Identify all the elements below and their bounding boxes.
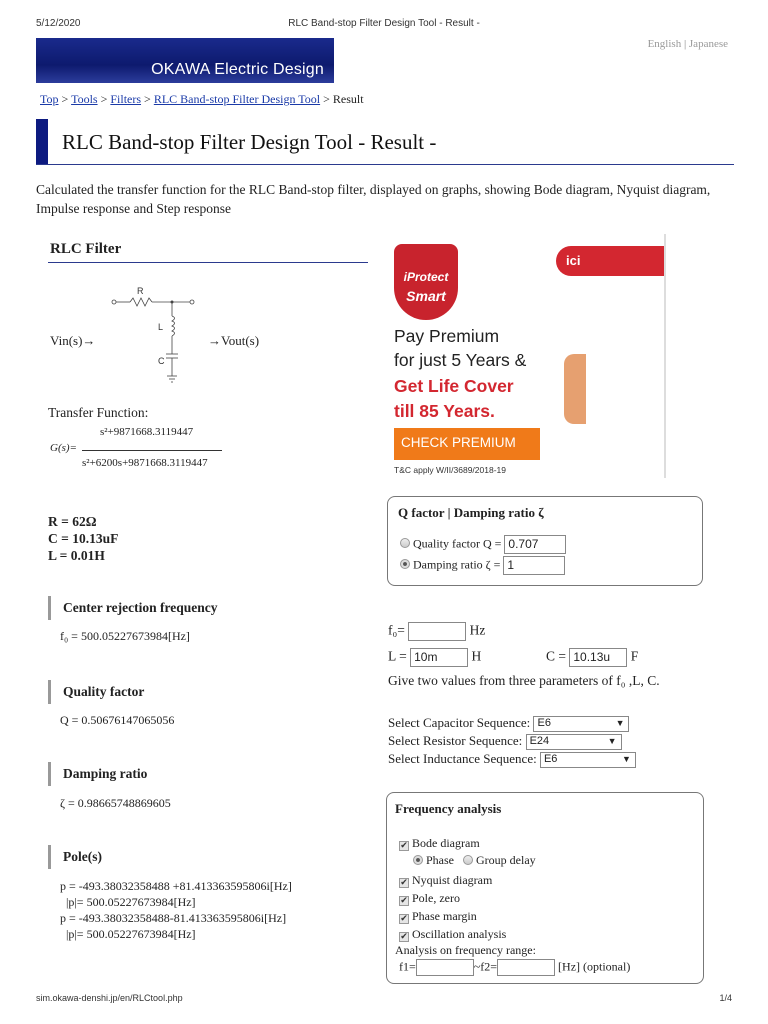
circuit-r-label: R	[137, 286, 144, 296]
phase-label: Phase	[426, 853, 454, 867]
title-accent	[36, 119, 48, 165]
transfer-function-denominator: s²+6200s+9871668.3119447	[82, 457, 208, 469]
transfer-function-numerator: s²+9871668.3119447	[100, 426, 194, 438]
chevron-down-icon: ▼	[607, 736, 617, 747]
oscillation-row	[399, 927, 506, 942]
circuit-l-label: L	[158, 322, 164, 332]
frequency-analysis-panel	[386, 792, 704, 984]
bode-row	[399, 836, 480, 851]
pole-1: p = -493.38032358488 +81.413363595806i[Hz]	[60, 879, 292, 893]
ad-terms: T&C apply W/II/3689/2018-19	[394, 465, 506, 475]
logo-text: OKAWA Electric Design	[151, 61, 324, 78]
footer-page: 1/4	[719, 993, 732, 1003]
quality-factor-value: Q = 0.50676147065056	[60, 713, 175, 727]
pole-zero-row	[399, 891, 460, 906]
group-delay-label: Group delay	[476, 853, 536, 867]
value-l: L = 0.01H	[48, 548, 105, 563]
rlc-section-divider	[48, 262, 368, 263]
breadcrumb-sep: >	[323, 92, 330, 106]
nyquist-row	[399, 873, 492, 888]
language-switch	[648, 38, 728, 50]
breadcrumb-sep: >	[144, 92, 151, 106]
quality-factor-heading: Quality factor	[48, 680, 144, 704]
intro-text: Calculated the transfer function for the RLC Band-stop filter, displayed on graphs, showing Bode diagram, Nyquist diagram, Impulse response and Step response	[36, 182, 711, 216]
q-factor-panel	[387, 496, 703, 586]
phase-radio[interactable]	[413, 855, 423, 865]
pole-zero-label: Pole, zero	[412, 891, 460, 905]
damping-ratio-input[interactable]: 1	[503, 556, 565, 575]
capacitor-sequence-select[interactable]	[533, 716, 629, 732]
l-row	[388, 648, 481, 667]
print-date: 5/12/2020	[36, 18, 81, 29]
frequency-panel-title: Frequency analysis	[395, 801, 502, 816]
damping-ratio-heading: Damping ratio	[48, 762, 147, 786]
title-divider	[36, 164, 734, 165]
c-input[interactable]: 10.13u	[569, 648, 627, 667]
lang-japanese-link[interactable]: Japanese	[688, 38, 728, 50]
lang-english-link[interactable]: English	[647, 38, 682, 50]
inductance-sequence-row	[388, 751, 636, 768]
phase-margin-checkbox[interactable]: ✔	[400, 914, 408, 924]
pole-2: p = -493.38032358488-81.413363595806i[Hz]	[60, 911, 287, 925]
ad-hand-icon	[564, 354, 586, 424]
transfer-function-g: G(s)=	[50, 442, 77, 454]
pole-1-magnitude: |p|= 500.05227673984[Hz]	[66, 895, 196, 909]
ad-badge-top: iProtect	[403, 270, 449, 284]
quality-factor-label: Quality factor Q =	[413, 536, 502, 551]
inductance-sequence-value: E6	[543, 753, 558, 766]
lang-separator: |	[683, 38, 687, 50]
f0-input[interactable]	[408, 622, 466, 641]
phase-margin-row	[399, 909, 477, 924]
ad-line-2: for just 5 Years &	[394, 350, 527, 370]
inductance-sequence-label: Select Inductance Sequence:	[388, 751, 537, 766]
resistor-sequence-select[interactable]	[526, 734, 622, 750]
footer-url: sim.okawa-denshi.jp/en/RLCtool.php	[36, 993, 183, 1003]
f0-row	[388, 622, 485, 641]
bode-label: Bode diagram	[412, 836, 480, 850]
breadcrumb-current: Result	[332, 92, 364, 106]
capacitor-sequence-row	[388, 715, 629, 732]
phase-row	[413, 853, 536, 868]
range-label: Analysis on frequency range:	[395, 943, 536, 957]
nyquist-checkbox[interactable]: ✔	[400, 878, 408, 888]
breadcrumb-sep: >	[100, 92, 108, 106]
f0-unit: Hz	[469, 622, 486, 638]
pole-zero-checkbox[interactable]: ✔	[400, 896, 408, 906]
pole-2-magnitude: |p|= 500.05227673984[Hz]	[66, 927, 196, 941]
quality-factor-row	[400, 535, 566, 554]
ad-line-4: till 85 Years.	[394, 401, 495, 421]
group-delay-radio[interactable]	[463, 855, 473, 865]
c-unit: F	[630, 648, 639, 664]
oscillation-label: Oscillation analysis	[412, 927, 507, 941]
resistor-sequence-row	[388, 733, 622, 750]
print-title: RLC Band-stop Filter Design Tool - Result -	[288, 18, 480, 29]
phase-margin-label: Phase margin	[412, 909, 477, 923]
c-row	[546, 648, 638, 667]
breadcrumb	[40, 92, 364, 107]
damping-ratio-radio[interactable]	[400, 559, 410, 569]
center-frequency-value: f₀ = 500.05227673984[Hz]	[60, 629, 190, 643]
value-r: R = 62Ω	[48, 514, 97, 529]
advertisement[interactable]	[386, 234, 666, 478]
breadcrumb-tools[interactable]: Tools	[71, 92, 98, 106]
q-panel-title: Q factor | Damping ratio ζ	[398, 505, 544, 520]
ad-line-3: Get Life Cover	[394, 376, 514, 396]
damping-ratio-label: Damping ratio ζ =	[413, 557, 501, 572]
params-hint: Give two values from three parameters of f₀ ,L, C.	[388, 673, 660, 688]
inductance-sequence-select[interactable]	[540, 752, 636, 768]
bode-checkbox[interactable]: ✔	[400, 841, 408, 851]
breadcrumb-tool[interactable]: RLC Band-stop Filter Design Tool	[153, 92, 321, 106]
f2-input[interactable]	[497, 959, 555, 976]
breadcrumb-top[interactable]: Top	[40, 92, 59, 106]
c-label: C =	[546, 648, 566, 664]
ad-edge	[664, 234, 666, 478]
value-c: C = 10.13uF	[48, 531, 119, 546]
ad-line-1: Pay Premium	[394, 326, 500, 346]
center-frequency-heading: Center rejection frequency	[48, 596, 217, 620]
transfer-function-label: Transfer Function:	[48, 405, 149, 420]
breadcrumb-sep: >	[61, 92, 69, 106]
page-title: RLC Band-stop Filter Design Tool - Result -	[62, 130, 437, 154]
damping-ratio-value: ζ = 0.98665748869605	[60, 796, 171, 810]
quality-factor-input[interactable]: 0.707	[504, 535, 566, 554]
f2-label: ~f2=	[473, 959, 498, 974]
ad-brand: ici	[556, 246, 666, 276]
breadcrumb-filters[interactable]: Filters	[110, 92, 142, 106]
chevron-down-icon: ▼	[615, 718, 625, 729]
ad-shield-icon	[394, 244, 458, 320]
range-unit: [Hz] (optional)	[558, 959, 631, 974]
l-input[interactable]: 10m	[410, 648, 468, 667]
circuit-vin-label: Vin(s)→	[50, 333, 96, 348]
fraction-line	[82, 450, 222, 451]
l-label: L =	[388, 648, 407, 664]
quality-factor-radio[interactable]	[400, 538, 410, 548]
nyquist-label: Nyquist diagram	[412, 873, 493, 887]
chevron-down-icon: ▼	[622, 754, 631, 765]
site-logo[interactable]	[36, 38, 334, 83]
capacitor-sequence-label: Select Capacitor Sequence:	[388, 715, 531, 730]
f0-label: f₀=	[388, 622, 405, 638]
rlc-section-title: RLC Filter	[50, 241, 122, 257]
f1-input[interactable]	[416, 959, 474, 976]
f1-label: f1=	[399, 959, 416, 974]
circuit-diagram	[110, 284, 200, 388]
damping-ratio-row	[400, 556, 565, 575]
poles-heading: Pole(s)	[48, 845, 102, 869]
circuit-c-label: C	[158, 356, 165, 366]
ad-check-premium-button[interactable]: CHECK PREMIUM	[394, 428, 540, 460]
capacitor-sequence-value: E6	[537, 717, 551, 730]
component-values	[48, 513, 118, 564]
ad-badge-bottom: Smart	[406, 288, 446, 304]
resistor-sequence-value: E24	[529, 735, 550, 748]
resistor-sequence-label: Select Resistor Sequence:	[388, 733, 523, 748]
range-row	[399, 959, 630, 976]
l-unit: H	[471, 648, 482, 664]
oscillation-checkbox[interactable]: ✔	[400, 932, 408, 942]
circuit-vout-label: →Vout(s)	[208, 333, 260, 348]
